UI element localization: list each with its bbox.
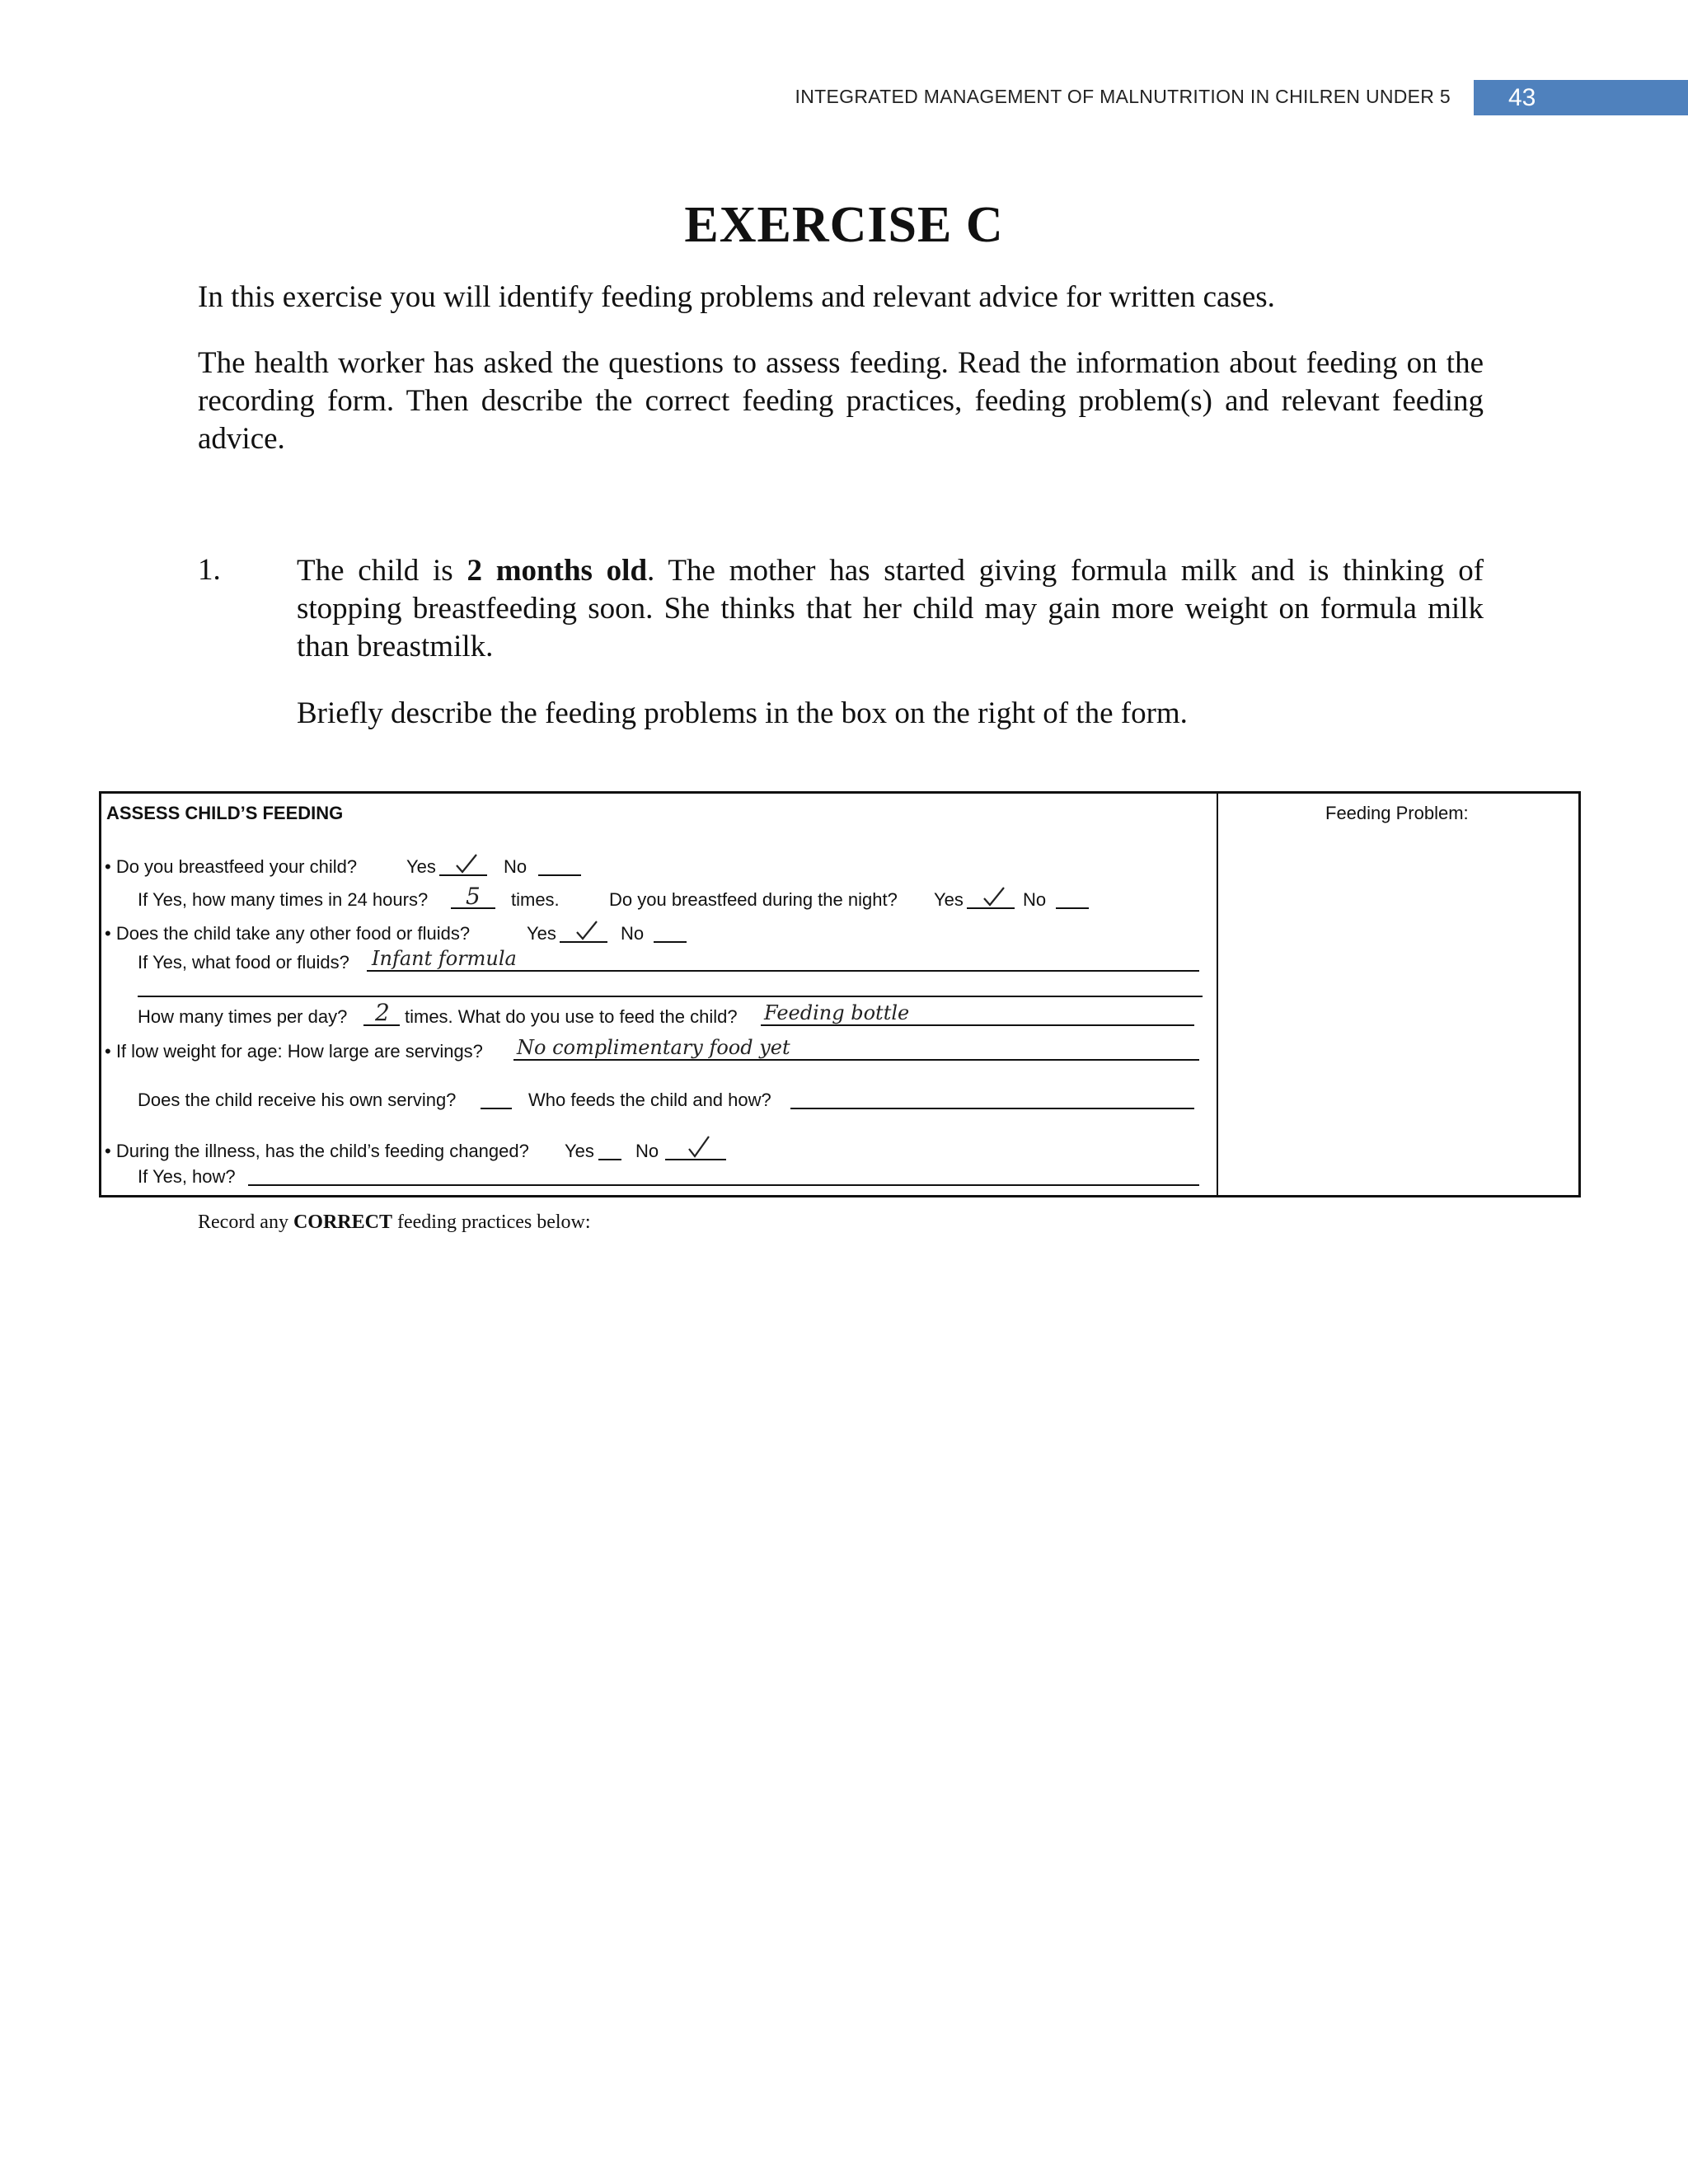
q-times-per-day-answer: 2 bbox=[375, 999, 390, 1026]
case-text-before: The child is bbox=[297, 554, 467, 588]
q-breastfeed-yes: Yes bbox=[406, 856, 436, 877]
record-after: feeding practices below: bbox=[392, 1212, 591, 1233]
q-night-breastfeed: Do you breastfeed during the night? bbox=[609, 889, 898, 910]
q-feeding-changed: • During the illness, has the child’s feeding changed? bbox=[105, 1141, 529, 1161]
q-feeding-changed-no-line[interactable] bbox=[665, 1159, 726, 1160]
q-own-serving-line[interactable] bbox=[481, 1108, 512, 1109]
q-night-no-line[interactable] bbox=[1056, 907, 1089, 909]
q-breastfeed-no-line[interactable] bbox=[538, 874, 581, 876]
q-what-food: If Yes, what food or fluids? bbox=[138, 952, 349, 972]
q-who-feeds: Who feeds the child and how? bbox=[528, 1090, 771, 1110]
assess-feeding-form bbox=[99, 791, 1581, 1197]
page-title: EXERCISE C bbox=[684, 197, 1004, 253]
checkmark-icon bbox=[454, 852, 479, 875]
q-own-serving: Does the child receive his own serving? bbox=[138, 1090, 457, 1110]
case-task: Briefly describe the feeding problems in the box on the right of the form. bbox=[297, 696, 1188, 730]
checkmark-icon bbox=[982, 885, 1006, 908]
form-heading: ASSESS CHILD’S FEEDING bbox=[106, 803, 344, 823]
q-night-yes: Yes bbox=[934, 889, 964, 910]
q-feed-with: times. What do you use to feed the child? bbox=[405, 1006, 738, 1027]
q-feed-with-answer: Feeding bottle bbox=[764, 1001, 910, 1024]
q-times-per-day: How many times per day? bbox=[138, 1006, 348, 1027]
q-what-food-answer: Infant formula bbox=[372, 947, 517, 970]
q-breastfeed-no: No bbox=[504, 856, 528, 877]
q-other-food: • Does the child take any other food or fluids? bbox=[105, 923, 471, 944]
checkmark-icon bbox=[687, 1134, 711, 1159]
times-label: times. bbox=[511, 889, 560, 910]
q-feeding-changed-yes: Yes bbox=[565, 1141, 594, 1161]
q-times-24h: If Yes, how many times in 24 hours? bbox=[138, 889, 429, 910]
q-other-food-no: No bbox=[621, 923, 645, 944]
q-night-no: No bbox=[1023, 889, 1047, 910]
record-before: Record any bbox=[198, 1212, 293, 1233]
intro-paragraph: In this exercise you will identify feeding problems and relevant advice for written cases. bbox=[198, 280, 1275, 314]
q-servings-answer: No complimentary food yet bbox=[517, 1036, 790, 1059]
form-column-divider bbox=[1217, 794, 1218, 1195]
q-what-food-line[interactable] bbox=[367, 970, 1199, 972]
case-description bbox=[297, 552, 1484, 666]
checkmark-icon bbox=[574, 919, 599, 942]
case-number: 1. bbox=[198, 553, 221, 587]
case-age: 2 months old bbox=[467, 554, 648, 588]
q-how-changed: If Yes, how? bbox=[138, 1166, 236, 1187]
running-header: INTEGRATED MANAGEMENT OF MALNUTRITION IN CHILREN UNDER 5 bbox=[795, 86, 1451, 107]
q-servings-line[interactable] bbox=[513, 1059, 1199, 1061]
q-feed-with-line[interactable] bbox=[761, 1024, 1194, 1026]
q-what-food-extra-line[interactable] bbox=[138, 996, 1203, 997]
instructions-paragraph: The health worker has asked the questions to assess feeding. Read the information about feeding on the recording form. Then describe the correct feeding practices, feeding problem(s) and relevant feeding advice. bbox=[198, 346, 1484, 456]
q-breastfeed: • Do you breastfeed your child? bbox=[105, 856, 358, 877]
q-who-feeds-line[interactable] bbox=[790, 1108, 1194, 1109]
record-correct-practices bbox=[198, 1212, 591, 1234]
q-how-changed-line[interactable] bbox=[248, 1184, 1199, 1186]
case-text-after: . The mother has started giving formula milk and is thinking of stopping breastfeeding soon. She thinks that her child may gain more weight on formula milk than breastmilk. bbox=[297, 554, 1484, 663]
feeding-problem-label: Feeding Problem: bbox=[1325, 803, 1469, 823]
q-other-food-yes: Yes bbox=[527, 923, 556, 944]
q-feeding-changed-no: No bbox=[635, 1141, 659, 1161]
page-number: 43 bbox=[1474, 80, 1688, 115]
q-other-food-no-line[interactable] bbox=[654, 941, 687, 943]
record-bold: CORRECT bbox=[293, 1212, 392, 1233]
q-servings: • If low weight for age: How large are servings? bbox=[105, 1041, 483, 1062]
q-times-24h-answer: 5 bbox=[466, 883, 481, 910]
q-feeding-changed-yes-line[interactable] bbox=[598, 1159, 621, 1160]
